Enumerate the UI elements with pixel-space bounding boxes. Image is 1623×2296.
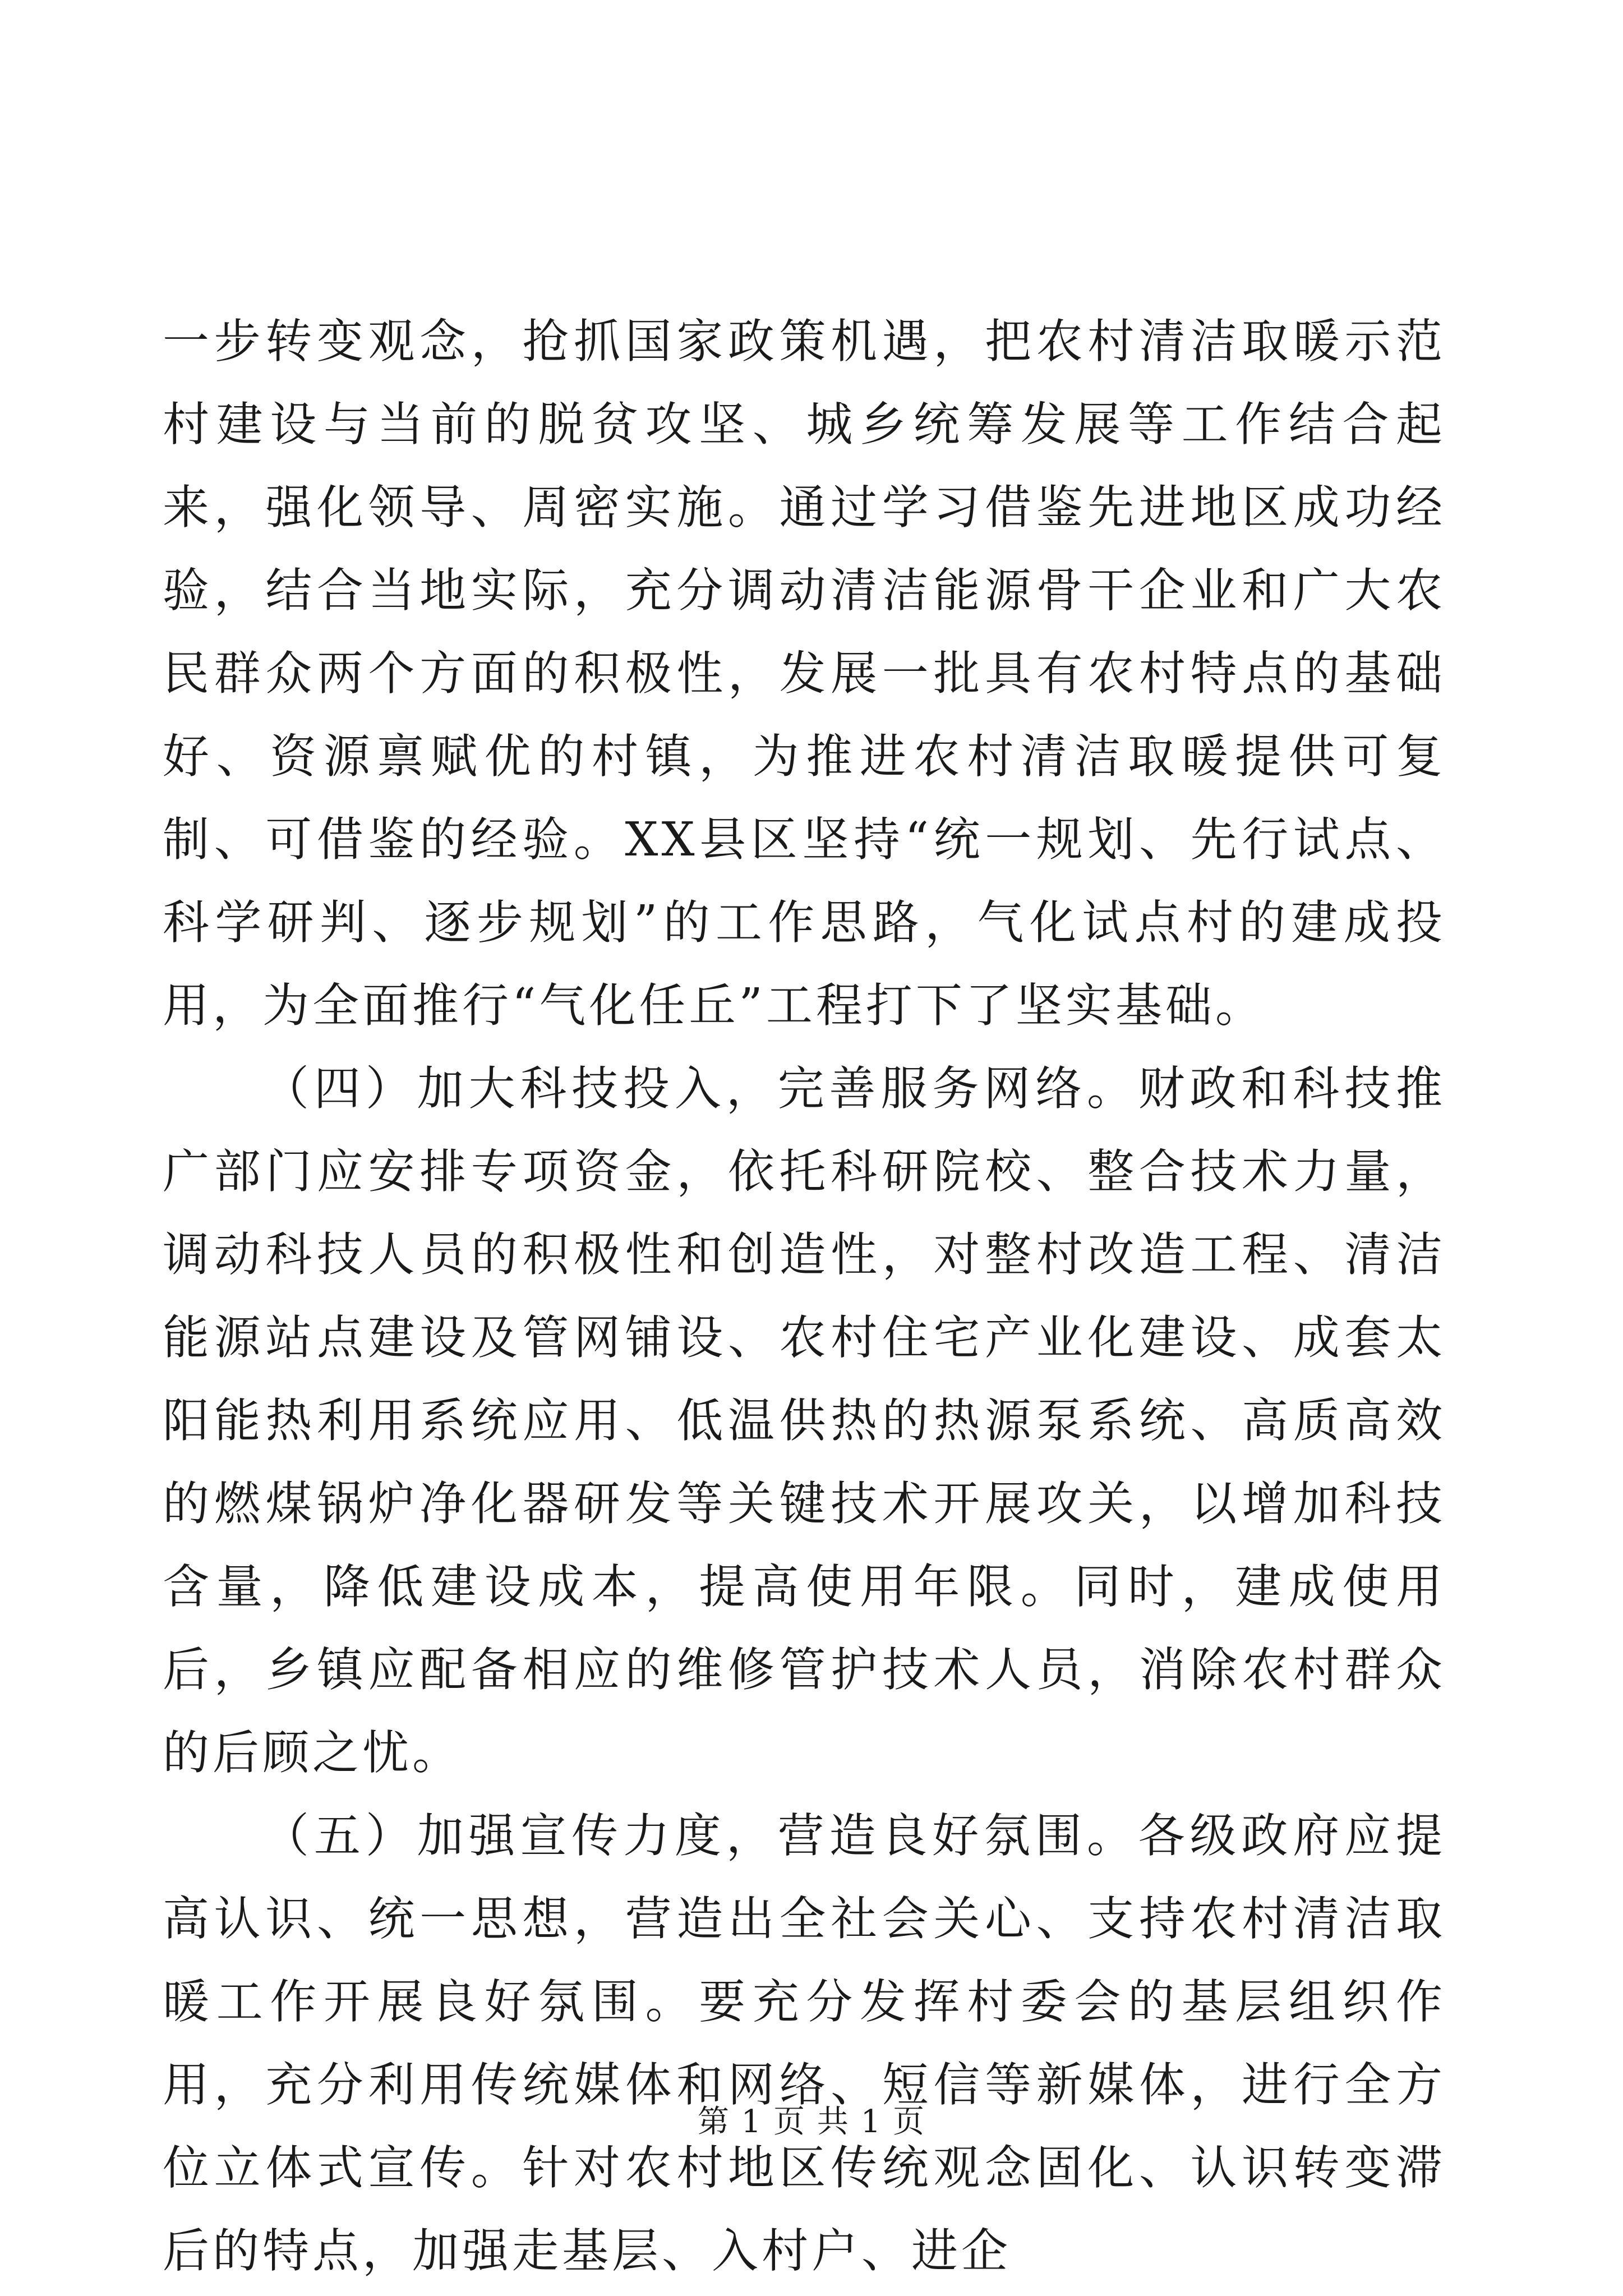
paragraph-continuation: 一步转变观念，抢抓国家政策机遇，把农村清洁取暖示范村建设与当前的脱贫攻坚、城乡统筹发展等工作结合起来，强化领导、周密实施。通过学习借鉴先进地区成功经验，结合当地实际，充分调动清洁能源骨干企业和广大农民群众两个方面的积极性，发展一批具有农村特点的基础好、资源禀赋优的村镇，为推进农村清洁取暖提供可复制、可借鉴的经验。XX县区坚持“统一规划、先行试点、科学研判、逐步规划”的工作思路，气化试点村的建成投用，为全面推行“气化任丘”工程打下了坚实基础。 xyxy=(163,314,1446,1033)
paragraph-section-5: （五）加强宣传力度，营造良好氛围。各级政府应提高认识、统一思想，营造出全社会关心、支持农村清洁取暖工作开展良好氛围。要充分发挥村委会的基层组织作用，充分利用传统媒体和网络、短信等新媒体，进行全方位立体式宣传。针对农村地区传统观念固化、认识转变滞后的特点，加强走基层、入村户、进企 xyxy=(163,1809,1446,2278)
page-number-footer: 第 1 页 共 1 页 xyxy=(697,2104,926,2140)
paragraph-section-4: （四）加大科技投入，完善服务网络。财政和科技推广部门应安排专项资金，依托科研院校、整合技术力量，调动科技人员的积极性和创造性，对整村改造工程、清洁能源站点建设及管网铺设、农村住宅产业化建设、成套太阳能热利用系统应用、低温供热的热源泵系统、高质高效的燃煤锅炉净化器研发等关键技术开展攻关，以增加科技含量，降低建设成本，提高使用年限。同时，建成使用后，乡镇应配备相应的维修管护技术人员，消除农村群众的后顾之忧。 xyxy=(163,1061,1446,1780)
document-body xyxy=(163,300,1446,2293)
